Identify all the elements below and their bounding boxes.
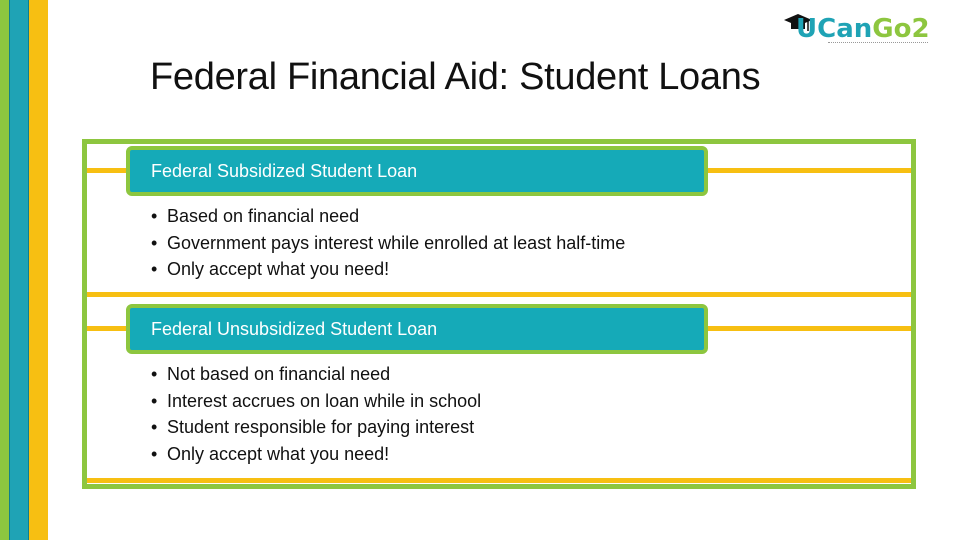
ucango2-logo — [780, 10, 940, 50]
list-item: • Only accept what you need! — [151, 443, 390, 464]
left-stripe-green — [0, 0, 9, 540]
logo-wordmark: UCanGo2 — [796, 14, 930, 44]
slide-title: Federal Financial Aid: Student Loans — [150, 56, 761, 98]
section-heading-subsidized: Federal Subsidized Student Loan — [126, 146, 708, 196]
list-item: • Only accept what you need! — [151, 259, 390, 279]
divider-line — [87, 292, 911, 297]
list-item: • Student responsible for paying interest — [151, 417, 475, 437]
section-heading-unsubsidized: Federal Unsubsidized Student Loan — [126, 304, 708, 354]
list-item: • Not based on financial need — [151, 364, 391, 384]
bullet-list-unsubsidized — [151, 361, 481, 467]
left-stripe-yellow — [29, 0, 48, 540]
left-stripe-teal — [9, 0, 29, 540]
logo-tagline — [828, 42, 928, 45]
list-item: • Based on financial need — [151, 206, 360, 226]
divider-line — [87, 478, 911, 483]
list-item: • Interest accrues on loan while in school — [151, 390, 482, 411]
bullet-list-subsidized — [151, 203, 625, 283]
list-item: • Government pays interest while enrolled at least half-time — [151, 232, 626, 253]
